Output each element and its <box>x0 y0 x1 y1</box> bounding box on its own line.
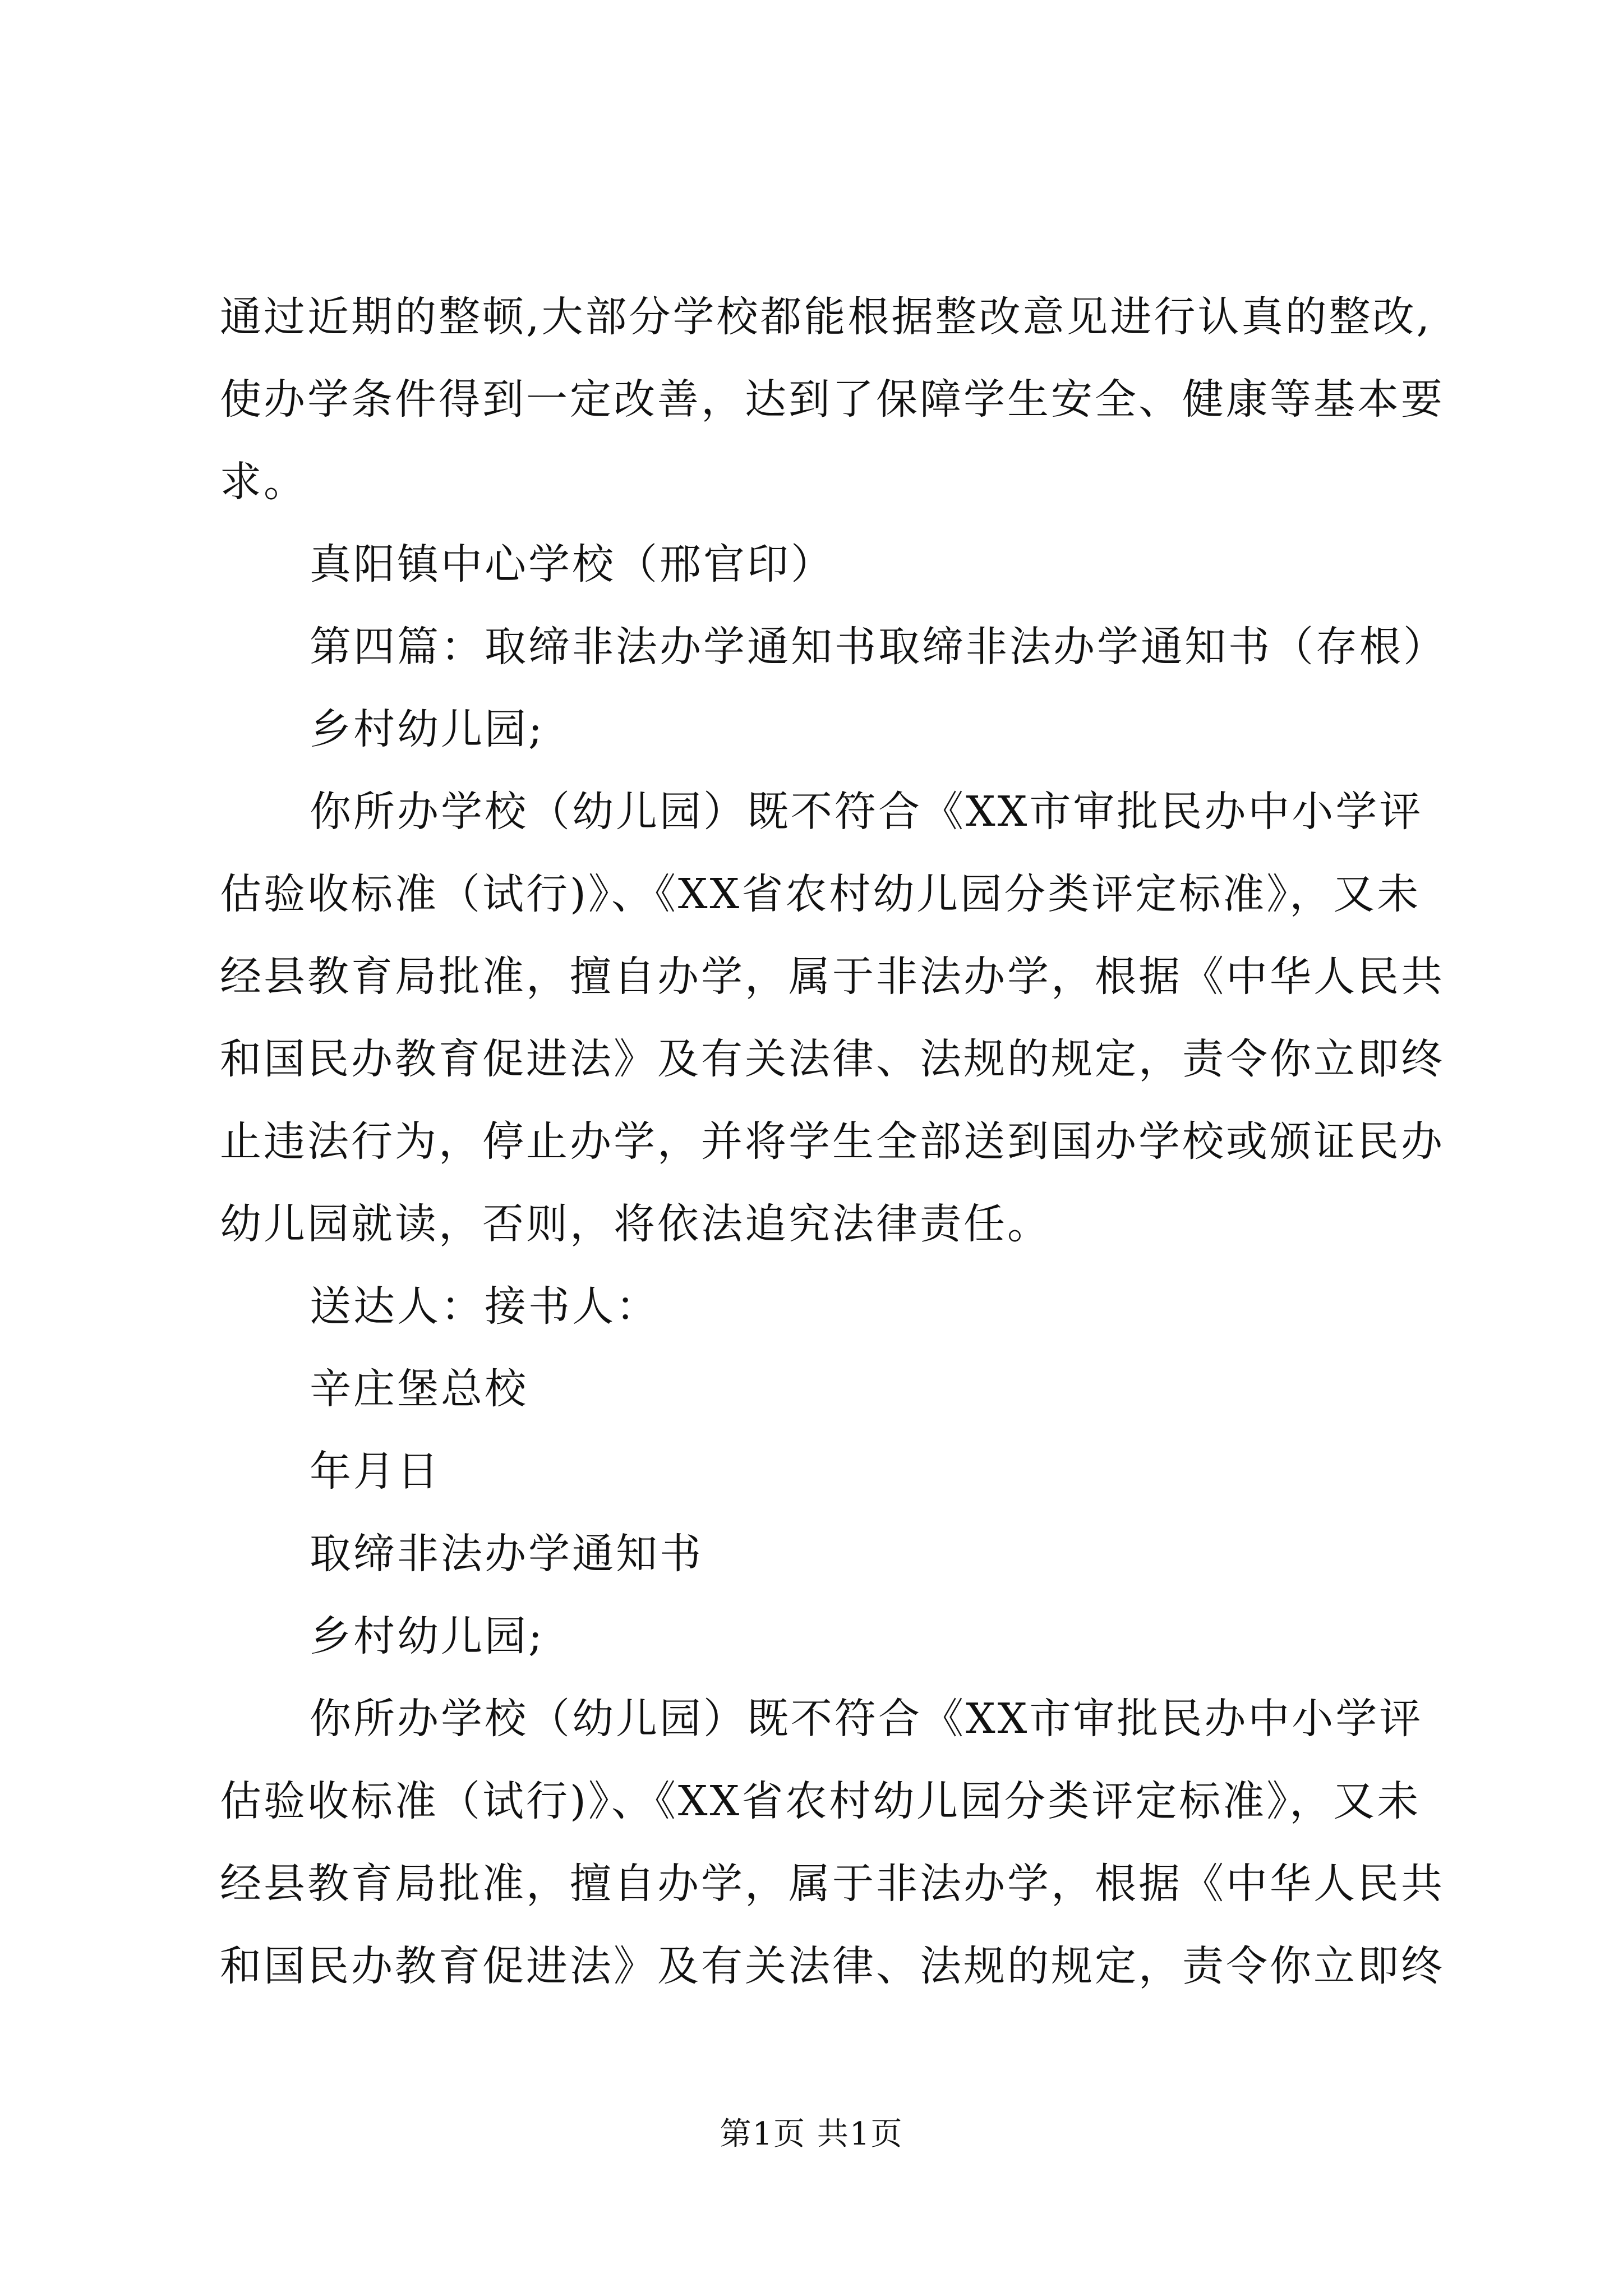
document-body <box>220 276 1447 2008</box>
paragraph-line: 和国民办教育促进法》及有关法律、法规的规定，责令你立即终 <box>220 1942 1445 1990</box>
paragraph-line: 你所办学校（幼儿园）既不符合《XX市审批民办中小学评 <box>310 788 1423 836</box>
paragraph-line: 经县教育局批准，擅自办学，属于非法办学，根据《中华人民共 <box>220 1860 1445 1908</box>
paragraph-line: 你所办学校（幼儿园）既不符合《XX市审批民办中小学评 <box>310 1695 1423 1743</box>
text-line: 求。 <box>220 458 307 506</box>
addressee-line: 乡村幼儿园; <box>310 705 545 753</box>
text-line: 使办学条件得到一定改善，达到了保障学生安全、健康等基本要 <box>220 375 1445 424</box>
page-footer: 第1页 共1页 <box>720 2116 903 2152</box>
paragraph-line: 和国民办教育促进法》及有关法律、法规的规定，责令你立即终 <box>220 1035 1445 1083</box>
section-heading: 第四篇：取缔非法办学通知书取缔非法办学通知书（存根） <box>310 623 1447 671</box>
date-line: 年月日 <box>310 1447 441 1496</box>
paragraph-line: 估验收标准（试行)》、《XX省农村幼儿园分类评定标准》，又未 <box>220 1777 1421 1825</box>
notice-title: 取缔非法办学通知书 <box>310 1530 703 1578</box>
paragraph-line: 止违法行为，停止办学，并将学生全部送到国办学校或颁证民办 <box>220 1117 1445 1166</box>
addressee-line: 乡村幼儿园; <box>310 1612 545 1660</box>
paragraph-line: 经县教育局批准，擅自办学，属于非法办学，根据《中华人民共 <box>220 953 1445 1001</box>
delivery-line: 送达人：接书人： <box>310 1282 660 1331</box>
paragraph-line: 幼儿园就读，否则，将依法追究法律责任。 <box>220 1200 1051 1248</box>
school-signature-line: 真阳镇中心学校（邢官印） <box>310 540 834 588</box>
issuer-line: 辛庄堡总校 <box>310 1365 528 1413</box>
paragraph-line: 估验收标准（试行)》、《XX省农村幼儿园分类评定标准》，又未 <box>220 870 1421 918</box>
text-line: 通过近期的整顿,大部分学校都能根据整改意见进行认真的整改, <box>220 293 1432 341</box>
